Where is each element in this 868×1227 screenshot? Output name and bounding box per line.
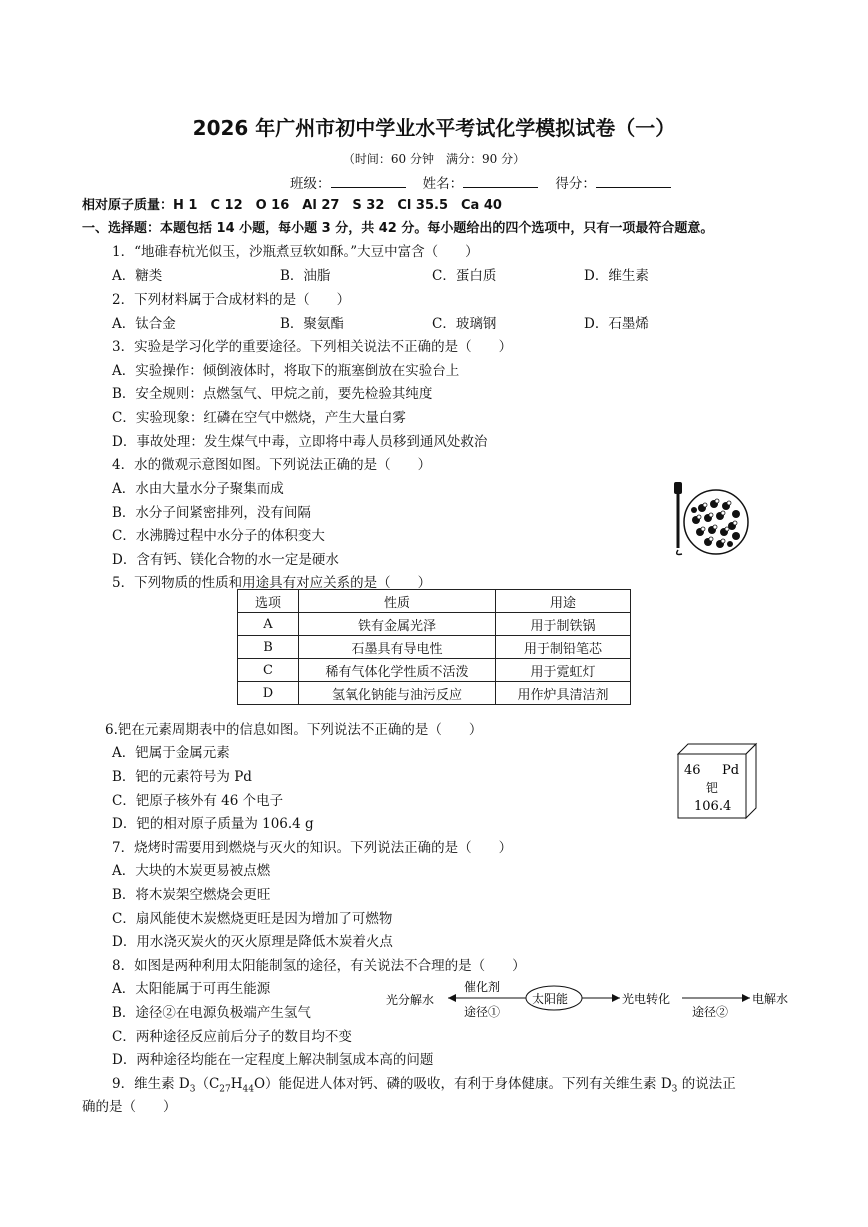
q7-option-a[interactable]: A．大块的木炭更易被点燃: [112, 863, 271, 879]
palladium-element-tile: [676, 742, 760, 822]
q4-option-d[interactable]: D．含有钙、镁化合物的水一定是硬水: [112, 552, 339, 568]
question-9-stem: [112, 1072, 736, 1095]
q9-text: （C: [195, 1076, 220, 1092]
q4-option-c[interactable]: C．水沸腾过程中水分子的体积变大: [112, 528, 325, 544]
table-cell: 用于制铅笔芯: [496, 636, 631, 659]
tile-atomic-mass: 106.4: [694, 799, 732, 814]
table-cell: 石墨具有导电性: [299, 636, 496, 659]
route1-label: 途径①: [464, 1005, 501, 1019]
q7-option-b[interactable]: B．将木炭架空燃烧会更旺: [112, 887, 271, 903]
q1-option-c[interactable]: C．蛋白质: [432, 268, 497, 284]
q2-option-c[interactable]: C．玻璃钢: [432, 316, 497, 332]
q2-option-a[interactable]: A．钛合金: [112, 316, 176, 332]
tile-symbol: Pd: [722, 763, 740, 778]
table-row[interactable]: [238, 613, 631, 636]
q6-option-b[interactable]: B．钯的元素符号为 Pd: [112, 769, 252, 785]
solar-hydrogen-diagram: [386, 976, 806, 1024]
photovoltaic-arrowhead: [612, 994, 620, 1002]
table-cell: D: [238, 682, 299, 705]
table-cell: B: [238, 636, 299, 659]
exam-time-info: （时间：60 分钟 满分：90 分）: [342, 152, 526, 166]
q9-subscript: 3: [189, 1084, 196, 1095]
route2-label: 途径②: [692, 1005, 729, 1019]
score-label: 得分：: [555, 176, 596, 192]
dropper-bulb: [674, 482, 682, 494]
q3-option-d[interactable]: D．事故处理：发生煤气中毒，立即将中毒人员移到通风处救治: [112, 434, 488, 450]
question-8-stem: 8．如图是两种利用太阳能制氢的途径，有关说法不合理的是（ ）: [112, 958, 526, 974]
table-cell: 用于霓虹灯: [496, 659, 631, 682]
q7-option-d[interactable]: D．用水浇灭炭火的灭火原理是降低木炭着火点: [112, 934, 393, 950]
photolysis-label: 光分解水: [386, 993, 435, 1007]
table-header-option: 选项: [238, 590, 299, 613]
question-6-stem: 6.钯在元素周期表中的信息如图。下列说法不正确的是（ ）: [105, 722, 483, 738]
name-blank[interactable]: [463, 175, 538, 188]
table-cell: 氢氧化钠能与油污反应: [299, 682, 496, 705]
q9-text: O）能促进人体对钙、磷的吸收，有利于身体健康。下列有关维生素 D: [253, 1076, 672, 1092]
table-header-property: 性质: [299, 590, 496, 613]
q9-subscript: 3: [671, 1084, 678, 1095]
tile-side-face: [746, 744, 756, 818]
electrolysis-label: 电解水: [752, 992, 789, 1006]
question-5-stem: 5．下列物质的性质和用途具有对应关系的是（ ）: [112, 575, 432, 591]
q8-option-d[interactable]: D．两种途径均能在一定程度上解决制氢成本高的问题: [112, 1052, 434, 1068]
q9-subscript: 44: [242, 1084, 254, 1095]
q1-option-a[interactable]: A．糖类: [112, 268, 163, 284]
name-label: 姓名：: [422, 176, 464, 192]
question-9-stem-cont: 确的是（ ）: [82, 1099, 177, 1115]
q3-option-c[interactable]: C．实验现象：红磷在空气中燃烧，产生大量白雾: [112, 410, 406, 426]
page-title: 2026 年广州市初中学业水平考试化学模拟试卷（一）: [192, 116, 676, 140]
table-cell: C: [238, 659, 299, 682]
info-row: [290, 172, 671, 192]
table-row[interactable]: [238, 636, 631, 659]
q4-option-a[interactable]: A．水由大量水分子聚集而成: [112, 481, 284, 497]
q9-text: 的说法正: [677, 1076, 736, 1092]
q7-option-c[interactable]: C．扇风能使木炭燃烧更旺是因为增加了可燃物: [112, 911, 393, 927]
q9-text: H: [230, 1076, 243, 1092]
tile-element-name: 钯: [706, 781, 719, 795]
q4-option-b[interactable]: B．水分子间紧密排列，没有间隔: [112, 505, 311, 521]
route1-arrowhead: [448, 994, 456, 1002]
table-header-row: [238, 590, 631, 613]
question-4-stem: 4．水的微观示意图如图。下列说法正确的是（ ）: [112, 457, 432, 473]
section-heading: 一、选择题：本题包括 14 小题，每小题 3 分，共 42 分。每小题给出的四个选项中，只有一项最符合题意。: [82, 221, 714, 236]
question-3-stem: 3．实验是学习化学的重要途径。下列相关说法不正确的是（ ）: [112, 339, 513, 355]
q2-option-d[interactable]: D．石墨烯: [584, 316, 649, 332]
class-blank[interactable]: [331, 175, 406, 188]
table-row[interactable]: [238, 659, 631, 682]
route2-arrowhead: [742, 994, 750, 1002]
catalyst-label: 催化剂: [464, 980, 501, 994]
solar-energy-label: 太阳能: [532, 992, 569, 1006]
q6-option-c[interactable]: C．钯原子核外有 46 个电子: [112, 793, 284, 809]
q8-option-c[interactable]: C．两种途径反应前后分子的数目均不变: [112, 1029, 352, 1045]
question-2-stem: 2．下列材料属于合成材料的是（ ）: [112, 292, 351, 308]
table-cell: 用于制铁锅: [496, 613, 631, 636]
q8-option-b[interactable]: B．途径②在电源负极端产生氢气: [112, 1005, 311, 1021]
q9-text: 9．维生素 D: [112, 1076, 190, 1092]
question-1-stem: 1．“地碓春杭光似玉，沙瓶煮豆软如酥。”大豆中富含（ ）: [112, 244, 479, 260]
q9-subscript: 27: [219, 1084, 231, 1095]
tile-top-face: [678, 744, 756, 754]
q2-option-b[interactable]: B．聚氨酯: [280, 316, 344, 332]
q6-option-d[interactable]: D．钯的相对原子质量为 106.4 g: [112, 816, 314, 832]
water-molecule-diagram: [664, 478, 754, 558]
q8-option-a[interactable]: A．太阳能属于可再生能源: [112, 981, 271, 997]
table-cell: 用作炉具清洁剂: [496, 682, 631, 705]
table-row[interactable]: [238, 682, 631, 705]
class-label: 班级：: [290, 176, 331, 192]
table-cell: 稀有气体化学性质不活泼: [299, 659, 496, 682]
q3-option-a[interactable]: A．实验操作：倾倒液体时，将取下的瓶塞倒放在实验台上: [112, 363, 460, 379]
question-7-stem: 7．烧烤时需要用到燃烧与灭火的知识。下列说法正确的是（ ）: [112, 840, 513, 856]
tile-atomic-number: 46: [684, 763, 701, 778]
table-header-use: 用途: [496, 590, 631, 613]
atomic-mass-line: 相对原子质量：H 1 C 12 O 16 Al 27 S 32 Cl 35.5 Ca 40: [82, 198, 502, 213]
q1-option-d[interactable]: D．维生素: [584, 268, 649, 284]
table-cell: 铁有金属光泽: [299, 613, 496, 636]
q5-options-table: [237, 589, 631, 705]
q1-option-b[interactable]: B．油脂: [280, 268, 331, 284]
q3-option-b[interactable]: B．安全规则：点燃氢气、甲烷之前，要先检验其纯度: [112, 386, 433, 402]
table-cell: A: [238, 613, 299, 636]
score-blank[interactable]: [596, 175, 671, 188]
dropper-tip: [677, 550, 682, 555]
q6-option-a[interactable]: A．钯属于金属元素: [112, 745, 230, 761]
photovoltaic-label: 光电转化: [622, 992, 671, 1006]
